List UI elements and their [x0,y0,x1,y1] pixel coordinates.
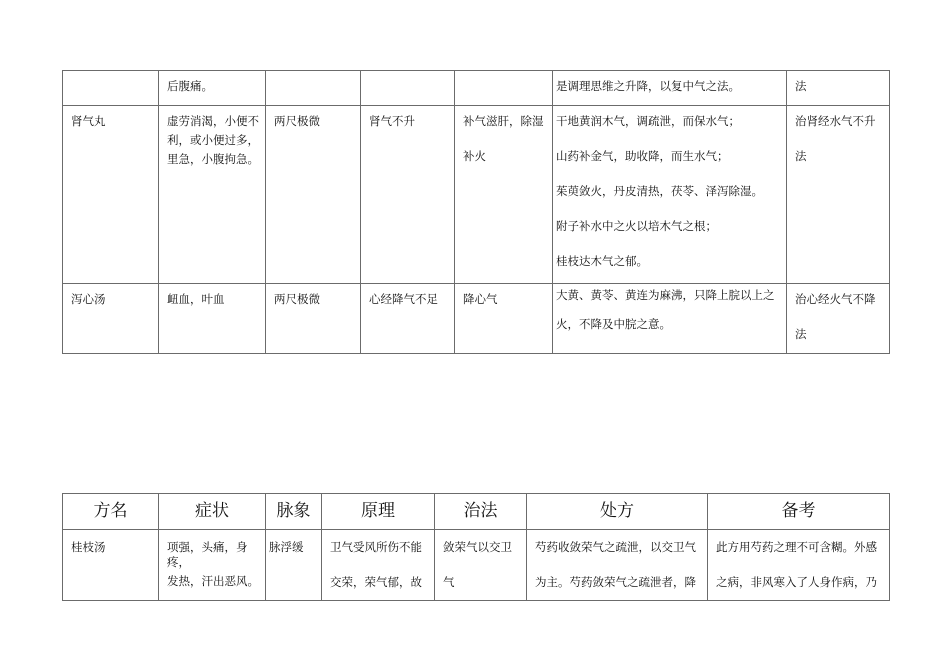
prescription-cell: 是调理思维之升降，以复中气之法。 [553,71,787,106]
header-formula-name: 方名 [63,494,159,530]
symptoms-cell: 后腹痛。 [159,71,266,106]
table-row [63,284,890,354]
header-pulse: 脉象 [266,494,322,530]
header-prescription: 处方 [527,494,708,530]
treatment-cell: 降心气 [455,284,553,354]
header-notes: 备考 [708,494,890,530]
pulse-cell: 两尺极微 [266,106,361,284]
principle-cell: 卫气受风所伤不能 交荣，荣气郁，故 [322,530,435,601]
formula-name-cell: 泻心汤 [63,284,159,354]
principle-cell: 肾气不升 [361,106,455,284]
formula-table [62,493,890,601]
symptoms-cell: 虚劳消渴，小便不 利，或小便过多， 里急，小腹拘急。 [159,106,266,284]
table-row [63,106,890,284]
formula-name-cell: 肾气丸 [63,106,159,284]
header-treatment: 治法 [435,494,527,530]
formula-table-continued [62,70,890,354]
notes-cell: 法 [787,71,890,106]
treatment-cell [455,71,553,106]
header-symptoms: 症状 [159,494,266,530]
prescription-cell: 大黄、黄苓、黄连为麻沸，只降上脘以上之 火，不降及中脘之意。 [553,284,787,354]
principle-cell: 心经降气不足 [361,284,455,354]
table-row [63,71,890,106]
treatment-cell: 补气滋肝，除湿 补火 [455,106,553,284]
symptoms-cell: 衄血，叶血 [159,284,266,354]
principle-cell [361,71,455,106]
pulse-cell [266,71,361,106]
table-header-row [63,494,890,530]
treatment-cell: 敛荣气以交卫 气 [435,530,527,601]
table-row [63,530,890,601]
pulse-cell: 脉浮缓 [266,530,322,601]
notes-cell: 此方用芍药之理不可含糊。外感 之病，非风寒入了人身作病，乃 [708,530,890,601]
notes-cell: 治心经火气不降 法 [787,284,890,354]
prescription-cell: 干地黄润木气，调疏泄，而保水气； 山药补金气，助收降，而生水气； 茱萸敛火，丹皮清热，茯苓、泽泻除湿。 附子补水中之火以培木气之根； 桂枝达木气之郁。 [553,106,787,284]
header-principle: 原理 [322,494,435,530]
symptoms-cell: 项强，头痛，身疼， 发热，汗出恶风。 [159,530,266,601]
formula-name-cell [63,71,159,106]
pulse-cell: 两尺极微 [266,284,361,354]
prescription-cell: 芍药收敛荣气之疏泄，以交卫气 为主。芍药敛荣气之疏泄者，降 [527,530,708,601]
notes-cell: 治肾经水气不升 法 [787,106,890,284]
formula-name-cell: 桂枝汤 [63,530,159,601]
